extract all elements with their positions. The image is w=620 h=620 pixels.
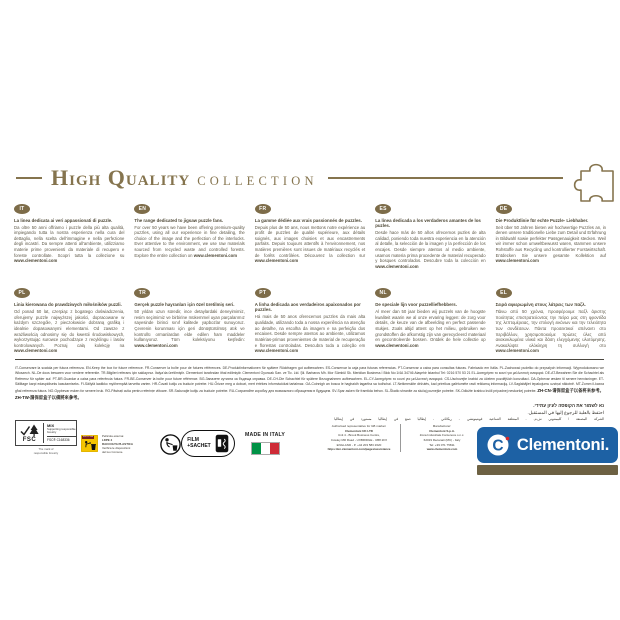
lang-block-en	[134, 197, 244, 269]
block-url: www.clementoni.com	[495, 258, 539, 264]
block-heading: A linha dedicada aos verdadeiros apaixonados por puzzles.	[254, 301, 361, 313]
clementoni-logo-group	[477, 427, 618, 475]
block-body	[496, 309, 606, 354]
block-text: Da oltre 50 anni offriamo i puzzle della più alta qualità, impiegando tutta la nostra esperienza nella cura del dettaglio, nella scelta dell'immagine e nella perfezione degli incastri. Da sempre attenti all'ambiente, utilizziamo materie prime provenienti da materiale di recupero e foreste controllate. Scopri tutta la collezione su	[14, 224, 125, 258]
block-text: Al meer dan 50 jaar bieden wij puzzels van de hoogste kwaliteit waarin we al onze ervaring leggen: de zorg voor details, de keuze van de afbeelding en perfect passende stukjes. Zoals altijd attent op het milieu, gebruiken we grondstoffen die afkomstig zijn van gerecycleerd materiaal en gecontroleerde bossen. Ontdek de hele collectie op	[375, 308, 486, 343]
block-url: www.clementoni.com	[375, 263, 419, 269]
lang-badge-it: IT	[14, 204, 30, 214]
fsc-right	[43, 423, 77, 443]
plastic-caption	[102, 435, 136, 455]
title-sub: COLLECTION	[197, 174, 318, 188]
clementoni-logo	[477, 427, 618, 463]
legal-multilang	[15, 366, 604, 402]
plastic-caption-line1: Pellicola esterna:	[102, 434, 125, 438]
triman-bin-icon	[215, 434, 229, 453]
gb-line: ENGLAND - P. +44 203 583 2620	[336, 442, 382, 447]
fsc-caption	[15, 448, 77, 455]
film-sachet-text	[187, 438, 210, 450]
svg-text:C: C	[492, 437, 504, 455]
lang-block-nl	[375, 281, 485, 354]
mfr-line: Manufacturer:	[432, 424, 452, 428]
block-text: Seit über 50 Jahren bieten wir hochwertige Puzzles an, in denen unsere traditionelle Liebe zum Detail und Erfahrung in Bildwahl sowie perfekter Passgenauigkeit stecken. Weil wir immer schon umweltbewusst waren, stammen unsere Rohstoffe aus Recycling und kontrollierter Forstwirtschaft. Entdecken Sie unsere gesamte Kollektion auf	[495, 224, 606, 258]
block-url: www.clementoni.com	[254, 348, 299, 354]
block-url: www.clementoni.com	[254, 258, 299, 264]
company-addresses	[318, 424, 483, 452]
block-url: www.clementoni.com	[134, 342, 178, 348]
block-body	[375, 230, 485, 269]
plastic-label-header: RICICLA	[83, 436, 94, 438]
title-rule-right	[328, 177, 563, 179]
block-text: Desde hace más de 50 años ofrecemos puzles de alta calidad, poniendo toda nuestra experiencia en la atención al detalle, la selección de la imagen y la perfección de los encajes. Desde siempre atentos al medio ambiente, usamos materia prima procedente de material recuperado y bosques controlados. Descubre toda la colección en	[375, 230, 486, 264]
plastic-caption-line2: LDPE 4	[102, 437, 113, 442]
block-text: Depuis plus de 50 ans, nous mettons notre expérience au profit de puzzles de qualité supérieure, aux détails soignés, aux images choisies et aux encastrements parfaits. Depuis toujours attentifs à l'environnement, nos matières premières sont issues de matériaux recyclés et de forêts contrôlées. Découvrez la collection sur	[254, 224, 366, 258]
language-blocks	[14, 197, 606, 354]
flag-red-stripe	[270, 443, 279, 454]
block-url: www.clementoni.com	[375, 342, 419, 348]
block-body	[14, 309, 124, 354]
litter-disposal-pictogram	[83, 440, 96, 451]
mfr-line: Clementoni S.p.A.	[429, 428, 455, 433]
block-text: Há mais de 50 anos oferecemos puzzles da mais alta qualidade, utilizando toda a nossa experiência na atenção ao detalhe, na escolha da imagem e na perfeição dos encaixes. Desde sempre atentos ao ambiente, utilizamos matérias-primas provenientes de material de recuperação e florestas controladas. Descubra toda a coleção em	[254, 314, 366, 348]
legal-arabic-info: الشركة المصنعة / كليمنتوني ش.م. - المنطقة الصناعية فونتينوتشي - ريكاناتي - إيطاليا صنع في إيطاليا مستورد في إيطاليا	[334, 417, 604, 421]
legal-text-body: IT-Conservare la scatola per futura referenza. EN-Keep the box for future reference. FR-Conserver la boîte pour de futures références. DE-Produktinformationen für spätere Rückfragen gut aufbewahren. ES-Conservar la caja para futuras referencias. PT-Conservar a caixa para consultas futuras. Fabricado em Itália. PL-Zachować pudełko do przyszłych informacji. Wyprodukowano we Włoszech. NL-De doos bewaren voor verdere referentie. TR-Bilgileri referans için saklayınız. İtalya'da üretilmiştir. Clementoni tarafından ithal edilmiştir. Clementoni Oyuncak San. ve Tic. Ltd. Şti. Barbaros Mh. Mor Sümbül Sk. Meridian Business İ Blok No:1/4A 34746 Ataşehir İstanbul Tel: 0216 570 53 21 EL-Διατηρήστε το κουτί για μελλοντική αναφορά. DE-AT-Bewahren Sie die Schachtel als Referenz für später auf. PT-BR-Guardar a caixa para referência futura. FR-BE-Conserver la boîte pour future référence. BG-Запазете кутията за бъдеща справка. DE-CH-Die Schachtel für spätere Bezugnahmen aufbewahren. EL-CY-Διατηρήστε το κουτί για μελλοντική αναφορά. CS-Uschovejte krabici za účelem pozdějších konzultací. DA-Opbevar æsken til senere henvisninger. ET-Säilitage karpi edaspidiseks kasutamiseks. FI-Säilytä laatikko myöhempää tarvetta varten. HR-Čuvati kutiju za buduće potrebe. HU-Őrizze meg a dobozt, mert értékes információkat tartalmaz. GA-Coinnigh an bosca le haghaidh tagartha sa todhchaí. LT-Neišmeskite dėžutės, kad prireikus galėtumėte rasti reikiamą informaciją. LV-Saglabājiet iepakojumu uzziņai nākotnē. MT-Żomm il-kaxxa għal referenza futura. NO-Oppbevar esken for senere bruk. RO-Păstrați cutia pentru referințe viitoare. SR-Sačuvajte kutiju za buduće potrebe. RU-Сохраняйте коробку для возможного обращения в будущем. SV-Spar asken för framtida behov. SL-Škatlo shranite za slučaj poznejše potrebe. SK-Odložte krabicu kvôli prípadnej neskoršej potrebe.	[15, 366, 604, 393]
plastic-bin-icon	[81, 435, 98, 452]
block-body	[14, 225, 124, 264]
gb-line: Clementoni UK LTD	[345, 428, 373, 433]
block-body	[134, 225, 244, 259]
gb-line: Cowley Mill Road - UXBRIDGE - UB8 2FX	[330, 437, 388, 442]
block-body	[496, 225, 606, 264]
block-text: Od ponad 50 lat, czerpiąc z bogatego doświadczenia, oferujemy puzzle najwyższej jakości, dopracowane w każdym szczególe, z pieczołowicie dobraną grafiką i idealnie dopasowanymi elementami. Od zawsze z wrażliwością odnosimy się do kwestii środowiskowych, wykorzystując surowce pochodzące z recyklingu i lasów kontrolowanych. Poznaj całą kolekcję na	[14, 308, 125, 348]
gb-line: https://en.clementoni.com/pages/assistance	[327, 447, 391, 452]
block-heading: La línea dedicada a los verdaderos amantes de los puzles.	[375, 217, 481, 228]
block-body	[255, 225, 365, 264]
film-line: FILM	[187, 436, 199, 443]
gb-line: Authorised representative for GB market:	[331, 424, 387, 428]
clementoni-c-mark-icon	[486, 432, 512, 458]
lang-block-pl	[14, 281, 124, 354]
mfr-line: Tel: +39 071 75811	[429, 442, 455, 447]
block-url: www.clementoni.com	[193, 252, 237, 258]
plastic-caption-line3: RACCOLTA PLASTICA	[102, 441, 133, 446]
made-in-italy-text: MADE IN ITALY	[245, 432, 286, 438]
block-heading: Gerçek puzzle hayranları için özel üretilmiş seri.	[134, 301, 235, 307]
fsc-wordmark: FSC	[22, 437, 37, 443]
manufacturer-address	[400, 424, 483, 452]
block-heading: La linea dedicata ai veri appassionati di puzzle.	[14, 217, 113, 223]
box-edge-band	[477, 465, 618, 475]
lang-block-es	[375, 197, 485, 269]
fsc-box	[15, 420, 77, 446]
title-rule-left	[16, 177, 42, 179]
block-heading: De speciale lijn voor puzzelliefhebbers.	[375, 301, 457, 307]
block-body	[375, 309, 485, 348]
block-heading: Linia kierowana do prawdziwych miłośników puzzli.	[14, 301, 122, 307]
block-url: www.clementoni.com	[495, 348, 539, 354]
fsc-code: FSC® C168336	[47, 436, 77, 442]
block-body	[255, 314, 365, 353]
lang-badge-el: EL	[496, 288, 512, 298]
mfr-line: Zona Industriale Fontenoce s.n.c.	[419, 433, 465, 438]
lang-badge-pl: PL	[14, 288, 30, 298]
block-url: www.clementoni.com	[14, 258, 58, 264]
lang-block-fr	[255, 197, 365, 269]
fsc-tree-check-icon	[19, 423, 40, 437]
block-heading: Σειρά αφιερωμένη στους λάτρεις των παζλ.	[495, 301, 586, 307]
lang-badge-nl: NL	[375, 288, 391, 298]
gb-representative-address	[318, 424, 400, 452]
fsc-caption-line1: The mark of	[38, 447, 54, 451]
italy-flag-icon	[251, 442, 280, 455]
footer-row	[15, 420, 618, 480]
lang-block-it	[14, 197, 124, 269]
fsc-left	[19, 423, 40, 443]
legal-arabic: احتفظ بالعلبة للرجوع إليها في المستقبل.	[527, 409, 604, 415]
page-title	[51, 165, 318, 191]
mfr-line: 62019 Recanati (MC) - Italy	[423, 437, 461, 442]
block-heading: La gamme dédiée aux vrais passionnés de puzzles.	[254, 217, 362, 223]
plastic-caption-line4: Verifica le disposizioni	[102, 445, 131, 450]
lang-block-de	[496, 197, 606, 269]
block-url: www.clementoni.com	[14, 348, 58, 354]
gb-line: Unit 4 - Brook Business Centre,	[337, 433, 381, 438]
block-heading: Die Produktlinie für echte Puzzle- Liebhaber.	[495, 217, 589, 223]
lang-badge-pt: PT	[255, 288, 271, 298]
legal-section	[15, 366, 604, 421]
fsc-label	[15, 420, 77, 455]
lang-badge-es: ES	[375, 204, 391, 214]
title-main: High Quality	[51, 165, 191, 190]
fsc-tagline: Supporting responsible forestry	[47, 427, 76, 435]
made-in-italy	[245, 432, 285, 455]
lang-block-el	[496, 281, 606, 354]
sachet-line: +SACHET	[187, 442, 211, 449]
fsc-mix: MIX	[47, 423, 55, 428]
block-text: For over 50 years we have been offering premium-quality puzzles, using all our experience in fine detailing, the choice of the image and the perfection of the interlocks. Ever attentive to the environment, we use raw materials sourced from recycled waste and controlled forests. Explore the entire collection on	[134, 224, 245, 258]
legal-divider	[15, 359, 604, 360]
clementoni-wordmark: Clementoni.	[516, 435, 610, 454]
lang-badge-en: EN	[134, 204, 150, 214]
legal-hebrew: נא לשמור את הקופסה לעיון עתידי.	[533, 403, 604, 408]
flag-green-stripe	[252, 443, 261, 454]
block-text: Πάνω από 50 χρόνια, προσφέρουμε παζλ άριστης ποιότητας επιστρατεύοντας την πείρα μας στη φροντίδα της λεπτομέρειας, την επιλογή εικόνων και την τελειότητα των συνδέσεων. Πάντα προσεκτικοί απέναντι στο περιβάλλον, χρησιμοποιούμε πρώτες ύλες από ανακυκλωμένα υλικά και δάση ελεγχόμενης υλοτόμησης. Ανακαλύψτε ολόκληρη τη συλλογή στο	[495, 308, 606, 348]
lang-badge-de: DE	[496, 204, 512, 214]
flag-white-stripe	[261, 443, 270, 454]
mfr-line: www.clementoni.com	[426, 447, 458, 452]
legal-chinese: ZH-CN-请保留盒子以备将来参考。 ZH-TW-請保留盒子以備將來參考。	[15, 387, 604, 400]
film-sachet-sorting-label	[181, 430, 235, 457]
tidyman-recycle-icon	[159, 433, 182, 456]
title-row	[16, 162, 617, 194]
lang-block-pt	[255, 281, 365, 354]
plastic-caption-line5: del tuo Comune.	[102, 449, 124, 454]
fsc-caption-line2: responsible forestry	[33, 450, 59, 455]
lang-badge-tr: TR	[134, 288, 150, 298]
lang-badge-fr: FR	[255, 204, 271, 214]
plastic-recycling-label	[81, 435, 136, 455]
lang-block-tr	[134, 281, 244, 354]
block-body	[134, 309, 244, 348]
block-text: 50 yıldan uzun süredir, ince detaylardaki deneyimimiz, resim seçimimiz ve birbirine mükemmel uyan parçalarımız sayesinde birinci sınıf kalitede yapbozlar sunuyoruz. Çevrenin korunması için geri dönüştürülmüş atık ve kontrollü ormanlardan elde edilen ham maddeler kullanıyoruz. Tüm koleksiyonu keşfedin:	[134, 308, 245, 343]
block-heading: The range dedicated to jigsaw puzzle fans.	[134, 217, 224, 223]
